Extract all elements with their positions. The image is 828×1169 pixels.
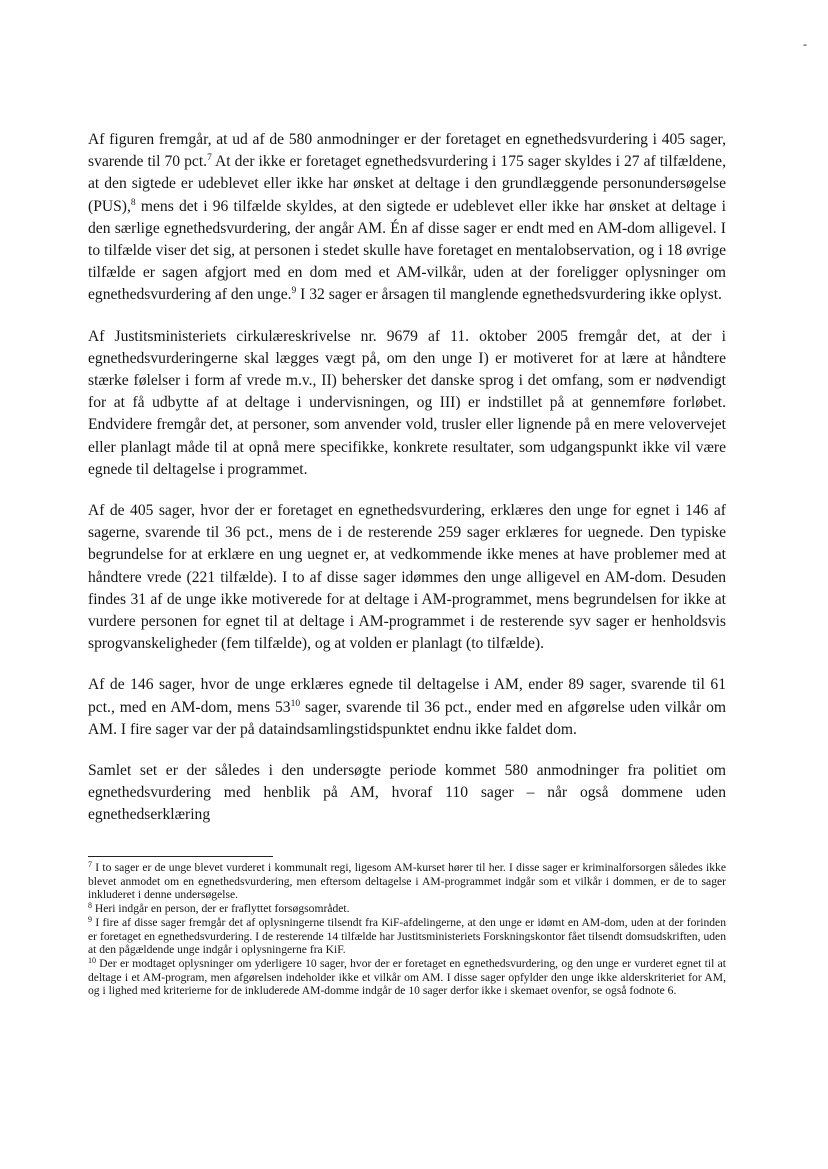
footnote-text: I to sager er de unge blevet vurderet i kommunalt regi, ligesom AM-kurset hører til her. I disse sager er kriminalforsorgen således ikke blevet anmodet om en egnethedsvurdering, men eftersom deltagelse i AM-programmet indgår som et vilkår i dommen, er de to sager inkluderet i denne undersøgelse. — [88, 861, 726, 902]
paragraph-samlet: Samlet set er der således i den undersøgte periode kommet 580 anmodninger fra politiet om egnethedsvurdering med henblik på AM, hvoraf 110 sager – når også dommene uden egnethedserklæring — [88, 762, 726, 824]
footnote-ref-8: 8 — [130, 197, 136, 208]
footnote-ref-10: 10 — [290, 698, 301, 709]
footnote-7 — [88, 861, 726, 902]
footnote-ref-9: 9 — [291, 286, 297, 297]
footnotes — [88, 861, 726, 998]
paragraph-egnethedsvurdering — [88, 129, 726, 307]
footnote-number: 9 — [88, 914, 92, 924]
paragraph-text: I 32 sager er årsagen til manglende egnethedsvurdering ikke oplyst. — [296, 286, 722, 304]
paragraph-text: At der ikke er foretaget egnethedsvurdering i 175 sager skyldes i 27 af tilfældene, at den sigtede er udeblevet eller ikke har ønsket at deltage i den grundlæggende personundersøgelse (PUS), — [88, 153, 726, 215]
footnote-text: I fire af disse sager fremgår det af oplysningerne tilsendt fra KiF-afdelingerne, at den unge er idømt en AM-dom, uden at der forinden er foretaget en egnethedsvurdering. I de resterende 14 tilfælde har Justitsministeriets Forskningskontor fået tilsendt domsudskriften, uden at den pågældende unge indgår i oplysningerne fra KiF. — [88, 915, 726, 957]
footnote-8 — [88, 902, 726, 916]
footnote-number: 8 — [88, 901, 92, 911]
paragraph-text: Af de 146 sager, hvor de unge erklæres egnede til deltagelse i AM, ender 89 sager, svarende til 61 pct., med en AM-dom, mens 53 — [88, 676, 726, 716]
footnote-text: Der er modtaget oplysninger om yderligere 10 sager, hvor der er foretaget en egnethedsvurdering, og den unge er vurderet egnet til at deltage i et AM-program, men afgørelsen indeholder ikke et vilkår om AM. I disse sager opfylder den unge ikke alderskriteriet for AM, og i lighed med kriterierne for de inkluderede AM-domme indgår de 10 sager derfor ikke i skemaet ovenfor, se også fodnote 6. — [88, 956, 726, 998]
footnote-9 — [88, 916, 726, 957]
paragraph-text: sager, svarende til 36 pct., ender med en afgørelse uden vilkår om AM. I fire sager var der på dataindsamlingstidspunktet endnu ikke faldet dom. — [88, 698, 727, 738]
paragraph-text: mens det i 96 tilfælde skyldes, at den sigtede er udeblevet eller ikke har ønsket at deltage i den særlige egnethedsvurdering, der angår AM. Én af disse sager er endt med en AM-dom alligevel. I to tilfælde viser det sig, at personen i stedet skulle have foretaget en mentalobservation, og i 18 øvrige tilfælde er sagen afgjort med en dom med et AM-vilkår, uden at der foreligger oplysninger om egnethedsvurdering af den unge. — [88, 197, 726, 304]
footnote-separator — [88, 856, 273, 857]
paragraph-cirkulaereskrivelse: Af Justitsministeriets cirkulæreskrivelse nr. 9679 af 11. oktober 2005 fremgår det, at der i egnethedsvurderingerne skal lægges vægt på, om den unge I) er motiveret for at lære at håndtere stærke følelser i form af vrede m.v., II) behersker det danske sprog i det omfang, som er nødvendigt for at få udbytte af at deltage i undervisningen, og III) er indstillet på at gennemføre forløbet. Endvidere fremgår det, at personer, som anvender vold, trusler eller lignende på en mere velovervejet eller planlagt måde til at opnå mere specifikke, konkrete resultater, som udgangspunkt ikke vil være egnede til deltagelse i programmet. — [88, 327, 726, 478]
footnote-number: 10 — [88, 955, 96, 965]
page-corner-mark: - — [803, 37, 807, 51]
footnote-ref-7: 7 — [207, 153, 212, 164]
paragraph-egnede-uegnede: Af de 405 sager, hvor der er foretaget en egnethedsvurdering, erklæres den unge for egnet i 146 af sagerne, svarende til 36 pct., mens de i de resterende 259 sager erklæres for uegnede. Den typiske begrundelse for at erklære en ung uegnet er, at vedkommende ikke menes at have problemer med at håndtere vrede (221 tilfælde). I to af disse sager idømmes den unge alligevel en AM-dom. Desuden findes 31 af de unge ikke motiverede for at deltage i AM-programmet, mens begrundelsen for ikke at vurdere personen for egnet til at deltage i AM-programmet i de resterende syv sager er henholdsvis sprogvanskeligheder (fem tilfælde), og at volden er planlagt (to tilfælde). — [88, 502, 726, 653]
footnote-text: Heri indgår en person, der er fraflyttet forsøgsområdet. — [92, 902, 350, 916]
paragraph-am-domme — [88, 674, 726, 741]
paragraph-text: Af figuren fremgår, at ud af de 580 anmodninger er der foretaget en egnethedsvurdering i 405 sager, svarende til 70 pct. — [88, 131, 726, 171]
footnote-10 — [88, 957, 726, 998]
body-text — [88, 129, 726, 846]
footnote-number: 7 — [88, 860, 92, 869]
